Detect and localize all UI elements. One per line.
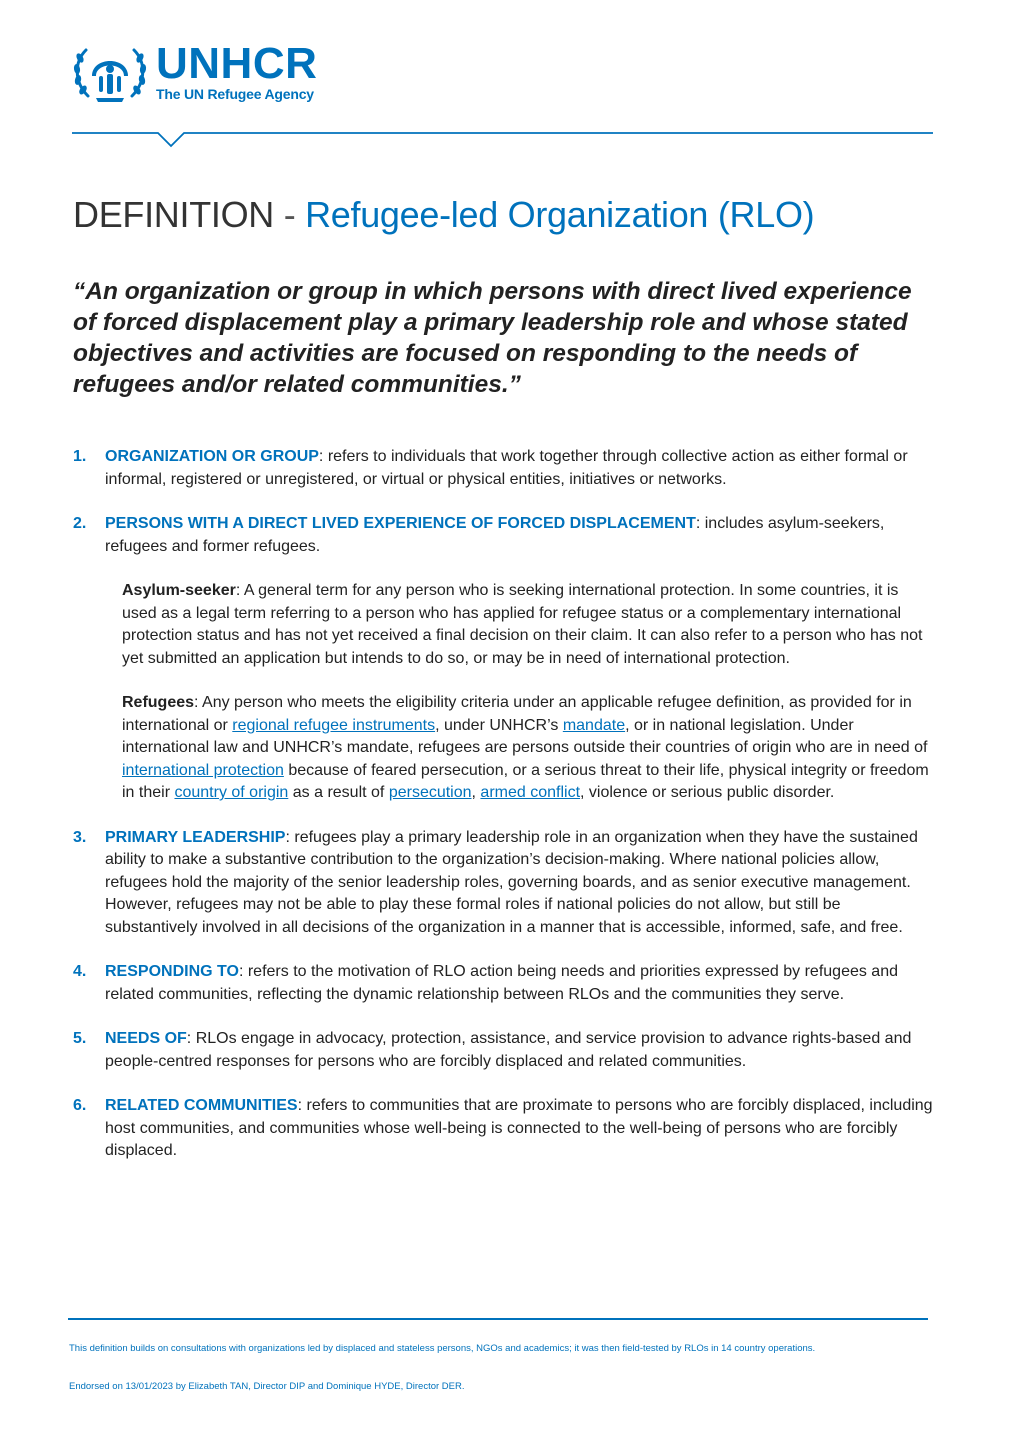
- sub-text: ,: [471, 784, 481, 801]
- sub-text: : Any person who meets the eligibility criteria under an applicable refugee definition, as provided for in international or: [122, 694, 912, 734]
- link-mandate[interactable]: mandate: [562, 716, 626, 734]
- item-text: : includes asylum-seekers, refugees and former refugees.: [105, 515, 885, 555]
- unhcr-emblem-icon: [72, 42, 148, 104]
- refugees-definition: [122, 692, 933, 805]
- link-regional-refugee-instruments[interactable]: regional refugee instruments: [232, 716, 436, 734]
- item-term: PRIMARY LEADERSHIP: [105, 828, 286, 846]
- sub-term: Asylum-seeker: [122, 582, 236, 599]
- item-number: 6.: [73, 1097, 87, 1114]
- item-text: : RLOs engage in advocacy, protection, assistance, and service provision to advance rights-based and people-centred responses for persons who are forcibly displaced and related communities.: [105, 1030, 912, 1070]
- definition-quote: “An organization or group in which persons with direct lived experience of forced displacement play a primary leadership role and whose stated objectives and activities are focused on responding to the needs of refugees and/or related communities.”: [73, 278, 912, 398]
- link-persecution[interactable]: persecution: [388, 784, 472, 801]
- item-text: : refers to individuals that work together through collective action as either formal or informal, registered or unregistered, or virtual or physical entities, initiatives or networks.: [105, 448, 908, 488]
- item-term: RELATED COMMUNITIES: [105, 1097, 298, 1114]
- item-term: NEEDS OF: [105, 1030, 187, 1047]
- list-item: [73, 446, 933, 491]
- logo-wordmark: [156, 39, 318, 102]
- title-separator: -: [274, 194, 306, 235]
- item-text: : refers to the motivation of RLO action being needs and priorities expressed by refugees and related communities, reflecting the dynamic relationship between RLOs and the communities they serve.: [105, 963, 898, 1003]
- item-text: : refugees play a primary leadership role in an organization when they have the sustained ability to make a substantive contribution to the organization’s decision-making. Where national policies allow, refugees hold the majority of the senior leadership roles, governing boards, and as senior executive management. However, refugees may not be able to play these formal roles if national policies do not allow, but still be substantively involved in all decisions of the organization in a manner that is accessible, informed, safe, and free.: [105, 828, 918, 936]
- sub-text: : A general term for any person who is seeking international protection. In some countries, it is used as a legal term referring to a person who has applied for refugee status or a complementary international protection status and has not yet received a final decision on their claim. It can also refer to a person who has not yet submitted an application but intends to do so, or may be in need of international protection.: [122, 582, 923, 667]
- link-international-protection[interactable]: international protection: [122, 761, 284, 779]
- link-country-of-origin[interactable]: country of origin: [174, 784, 289, 801]
- item-term: ORGANIZATION OR GROUP: [105, 448, 319, 465]
- list-item: [73, 827, 933, 940]
- item-term: PERSONS WITH A DIRECT LIVED EXPERIENCE OF FORCED DISPLACEMENT: [105, 515, 696, 532]
- item-number: 5.: [73, 1030, 87, 1047]
- sub-text: , or in national legislation. Under international law and UNHCR’s mandate, refugees are persons outside their countries of origin who are in need of: [122, 716, 928, 756]
- unhcr-logo: [72, 39, 318, 104]
- sub-text: because of feared persecution, or a serious threat to their life, physical integrity or freedom in their: [122, 761, 929, 801]
- list-item: [73, 513, 933, 805]
- definition-list: [73, 446, 933, 1185]
- logo-name: UNHCR: [156, 39, 318, 88]
- item-term: RESPONDING TO: [105, 963, 239, 980]
- sub-text: , violence or serious public disorder.: [580, 784, 835, 801]
- footer-divider: [68, 1318, 928, 1320]
- footer-note: This definition builds on consultations with organizations led by displaced and stateless persons, NGOs and academics; it was then field-tested by RLOs in 14 country operations.: [69, 1343, 816, 1354]
- list-item: [73, 1095, 933, 1163]
- title-prefix: DEFINITION: [73, 194, 274, 235]
- item-number: 2.: [73, 515, 87, 532]
- sub-definitions: [122, 580, 933, 805]
- footer-endorsement: Endorsed on 13/01/2023 by Elizabeth TAN, Director DIP and Dominique HYDE, Director DER.: [69, 1381, 465, 1392]
- list-item: [73, 961, 933, 1006]
- sub-text: as a result of: [288, 784, 389, 801]
- item-text: : refers to communities that are proximate to persons who are forcibly displaced, including host communities, and communities whose well-being is connected to the well-being of persons who are forcibly displaced.: [105, 1097, 933, 1159]
- sub-term: Refugees: [122, 694, 195, 711]
- logo-subtitle: The UN Refugee Agency: [156, 86, 314, 102]
- page-title: [73, 194, 814, 236]
- link-armed-conflict[interactable]: armed conflict: [480, 784, 581, 801]
- header-divider: [72, 128, 934, 152]
- sub-text: , under UNHCR’s: [435, 716, 563, 734]
- item-number: 1.: [73, 448, 87, 465]
- list-item: [73, 1028, 933, 1073]
- item-number: 4.: [73, 963, 87, 980]
- item-number: 3.: [73, 828, 87, 846]
- title-term: Refugee-led Organization (RLO): [305, 194, 815, 235]
- asylum-seeker-definition: [122, 580, 933, 670]
